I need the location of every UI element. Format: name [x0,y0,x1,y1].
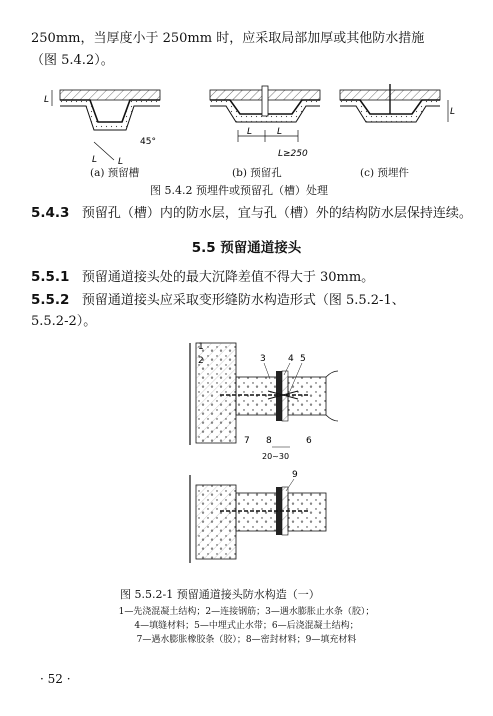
sub-figure-a [44,90,160,167]
intro-line-2: （图 5.4.2）。 [31,53,114,68]
gap-label: 20~30 [262,452,290,461]
dim-L-b1: L [247,127,253,137]
label-6: 6 [306,436,312,446]
intro-line-1: 250mm，当厚度小于 250mm 时，应采取局部加厚或其他防水措施 [31,31,425,46]
clause-number: 5.4.3 [31,205,70,221]
clause-5-4-3 [31,202,472,225]
sub-caption-a: (a) 预留槽 [90,167,140,179]
page-number: · 52 · [40,672,71,686]
label-3: 3 [260,354,266,364]
upper-drawing [190,342,338,461]
sub-figure-c [340,84,455,122]
lower-drawing [190,470,326,563]
label-5: 5 [300,354,306,364]
figure-5-5-2-1-drawing [170,335,340,565]
legend-line-2: 4—填缝材料；5—中埋式止水带；6—后浇混凝土结构； [134,621,359,631]
dim-L-a1: L [44,95,50,105]
label-7: 7 [244,436,250,446]
sub-caption-b: (b) 预留孔 [232,167,282,179]
clause-number: 5.5.2 [31,292,70,308]
section-5-5-title: 5.5 预留通道接头 [191,240,302,256]
sub-figure-b [210,86,320,159]
dim-L-c: L [450,107,456,117]
sub-caption-c: (c) 预埋件 [360,167,409,179]
clause-text: 预留通道接头应采取变形缝防水构造形式（图 5.5.2-1、 [81,293,405,308]
label-9: 9 [292,470,298,480]
dim-L-a3: L [118,157,124,167]
clause-5-5-2-line-2: 5.5.2-2）。 [31,314,97,329]
min-length-label: L≥250 [278,149,308,159]
angle-45: 45° [140,137,156,147]
clause-number: 5.5.1 [31,269,70,285]
label-1: 1 [198,342,204,352]
label-8: 8 [266,436,272,446]
clause-text: 预留通道接头处的最大沉降差值不得大于 30mm。 [81,270,375,285]
figure-5-5-2-1-caption: 图 5.5.2-1 预留通道接头防水构造（一） [120,588,320,601]
figure-5-4-2-caption: 图 5.4.2 预埋件或预留孔（槽）处理 [150,184,328,197]
clause-5-5-1 [31,266,374,289]
clause-text: 预留孔（槽）内的防水层，宜与孔（槽）外的结构防水层保持连续。 [81,206,472,221]
dim-L-b2: L [277,127,283,137]
legend-line-3: 7—遇水膨胀橡胶条（胶）；8—密封材料；9—填充材料 [136,635,357,645]
legend-line-1: 1—先浇混凝土结构；2—连接钢筋；3—遇水膨胀止水条（胶）； [118,607,375,617]
dim-L-a2: L [92,155,98,165]
label-2: 2 [198,356,204,366]
label-4: 4 [288,354,294,364]
clause-5-5-2 [31,289,405,312]
